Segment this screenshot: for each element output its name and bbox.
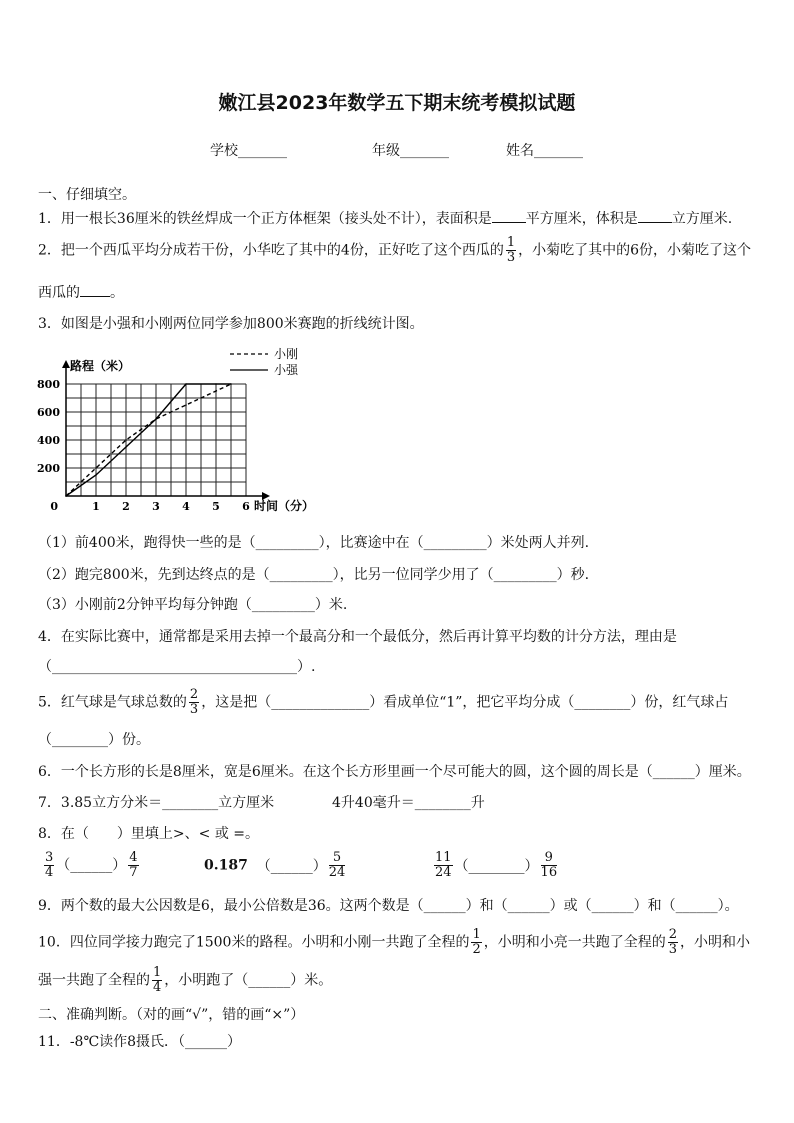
fraction: $\frac{1}{3}$: [506, 235, 516, 265]
data-point: [185, 404, 187, 406]
data-point: [215, 390, 217, 392]
compare-item-3: $\frac{11}{24}$ （________） $\frac{9}{16}$: [435, 850, 558, 880]
y-axis-label: 路程（米）: [70, 359, 131, 373]
race-line-chart: [30, 338, 330, 523]
school-field: 学校_______: [210, 143, 287, 159]
chart-axes: [62, 360, 270, 500]
chart-labels: [37, 358, 314, 513]
section-heading-2: 二、准确判断。（对的画“√”，错的画“×”）: [38, 1007, 305, 1023]
question-11: 11．-8℃读作8摄氏．（______）: [38, 1034, 242, 1050]
question-3: 3．如图是小强和小刚两位同学参加800米赛跑的折线统计图。: [38, 316, 424, 332]
x-tick-label: 0: [50, 500, 58, 513]
chart-legend: [230, 346, 299, 377]
question-3-sub-3: （3）小刚前2分钟平均每分钟跑（_________）米.: [38, 597, 348, 613]
data-point: [95, 474, 97, 476]
question-2: 2．把一个西瓜平均分成若干份，小华吃了其中的4份，正好吃了这个西瓜的 $\frac{1}{3}$ ，小菊吃了其中的6份，小菊吃了这个: [38, 235, 751, 265]
question-2-cont: 西瓜的 。: [38, 282, 124, 302]
y-tick-label: 200: [37, 462, 60, 475]
compare-item-1: $\frac{3}{4}$ （______） $\frac{4}{7}$: [45, 850, 138, 880]
data-point: [125, 439, 127, 441]
chart-grid: [66, 384, 246, 496]
x-tick-label: 4: [182, 500, 190, 513]
data-point: [215, 383, 217, 385]
question-10-cont: 强一共跑了全程的 $\frac{1}{4}$ ，小明跑了（______）米。: [38, 965, 333, 995]
x-axis-label: 时间（分）: [254, 499, 315, 513]
compare-item-2: 0.187 （______） $\frac{5}{24}$: [204, 850, 346, 880]
question-9: 9．两个数的最大公因数是6，最小公倍数是36。这两个数是（______）和（______）或（______）和（______）。: [38, 898, 739, 914]
section-heading: 一、仔细填空。: [38, 187, 136, 203]
question-7-b: 4升40毫升＝________升: [332, 795, 485, 811]
x-tick-label: 1: [92, 500, 100, 513]
x-tick-label: 6: [242, 500, 250, 513]
legend-label: 小刚: [274, 347, 299, 361]
question-3-sub-1: （1）前400米，跑得快一些的是（_________），比赛途中在（_________）米处两人并列.: [38, 535, 590, 551]
fraction: $\frac{2}{3}$: [189, 687, 199, 717]
x-tick-label: 3: [152, 500, 160, 513]
data-point: [65, 495, 67, 497]
page-title: 嫩江县2023年数学五下期末统考模拟试题: [218, 92, 576, 114]
question-5: 5．红气球是气球总数的 $\frac{2}{3}$ ，这是把（______________）看成单位“1”，把它平均分成（________）份，红气球占: [38, 687, 729, 717]
x-tick-label: 2: [122, 500, 130, 513]
data-point: [185, 383, 187, 385]
legend-label: 小强: [274, 363, 299, 377]
question-10: 10．四位同学接力跑完了1500米的路程。小明和小刚一共跑了全程的 $\frac{1}{2}$ ，小明和小亮一共跑了全程的 $\frac{2}{3}$ ，小明和小: [38, 927, 751, 957]
grade-field: 年级_______: [372, 143, 449, 159]
y-tick-label: 800: [37, 378, 60, 391]
data-point: [230, 383, 232, 385]
y-axis-arrow: [62, 360, 70, 368]
question-4: 4．在实际比赛中，通常都是采用去掉一个最高分和一个最低分，然后再计算平均数的计分方法，理由是: [38, 629, 677, 645]
question-1: 1．用一根长36厘米的铁丝焊成一个正方体框架（接头处不计），表面积是 平方厘米，体积是 立方厘米.: [38, 208, 732, 228]
y-tick-label: 400: [37, 434, 60, 447]
data-point: [155, 418, 157, 420]
question-5-cont: （________）份。: [38, 732, 150, 748]
question-8: 8．在（ ）里填上>、< 或 =。: [38, 826, 259, 842]
question-4-answer: （___________________________________）.: [38, 659, 316, 675]
question-3-sub-2: （2）跑完800米，先到达终点的是（_________），比另一位同学少用了（_________）秒.: [38, 567, 590, 583]
question-6: 6．一个长方形的长是8厘米，宽是6厘米。在这个长方形里画一个尽可能大的圆，这个圆的周长是（______）厘米。: [38, 764, 751, 780]
data-point: [95, 467, 97, 469]
x-tick-label: 5: [212, 500, 220, 513]
data-point: [125, 446, 127, 448]
y-tick-label: 600: [37, 406, 60, 419]
question-7-a: 7．3.85立方分米＝________立方厘米: [38, 795, 275, 811]
name-field: 姓名_______: [506, 143, 583, 159]
